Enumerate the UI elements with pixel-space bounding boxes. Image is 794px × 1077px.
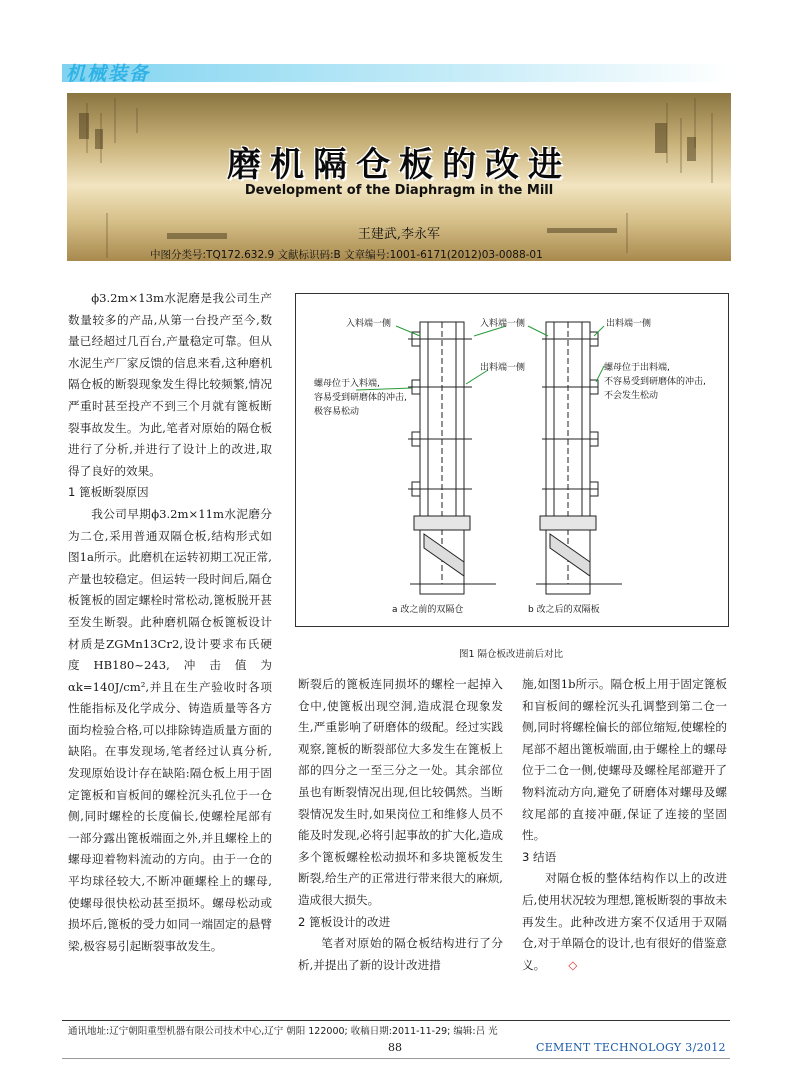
heading-section-2: 2 篦板设计的改进 — [298, 914, 391, 929]
subcaption-b: b 改之后的双隔板 — [528, 605, 600, 615]
conclusion-text: 对隔仓板的整体结构作以上的改进后,使用状况较为理想,篦板断裂的事故未再发生。此种改进方案不仅适用于双隔仓,对于单隔仓的设计,也有很好的借鉴意义。 — [522, 871, 727, 972]
label-a-outlet: 出料端一侧 — [480, 363, 526, 373]
heading-section-1: 1 篦板断裂原因 — [68, 485, 149, 500]
column-1 — [68, 288, 272, 957]
label-b-outlet: 出料端一侧 — [606, 319, 652, 329]
label-b-inlet: 入料端一侧 — [480, 319, 526, 329]
bottom-rule — [62, 1058, 730, 1059]
journal-name: CEMENT TECHNOLOGY 3/2012 — [536, 1041, 726, 1054]
diaphragm-drawing — [296, 294, 728, 626]
paragraph-fracture-impact: 断裂后的篦板连同损坏的螺栓一起掉入仓中,使篦板出现空洞,造成混仓现象发生,严重影响了研磨体的级配。经过实践观察,篦板的断裂部位大多发生在篦板上部的四分之一至三分之一处。其余部位虽也有断裂情况出现,但比较偶然。当断裂情况发生时,如果岗位工和维修人员不能及时发现,必将引起事故的扩大化,造成多个篦板螺栓松动损坏和多块篦板发生断裂,给生产的正常进行带来很大的麻烦,造成很大损失。 — [298, 677, 503, 907]
footer-address: 通讯地址:辽宁朝阳重型机器有限公司技术中心,辽宁 朝阳 122000; 收稿日期:2011-11-29; 编辑:吕 光 — [68, 1026, 498, 1037]
classification-line: 中图分类号:TQ172.632.9 文献标识码:B 文章编号:1001-6171(2012)03-0088-01 — [150, 249, 543, 261]
paragraph-intro: ϕ3.2m×13m水泥磨是我公司生产数量较多的产品,从第一台投产至今,数量已经超过几百台,产量稳定可靠。但从水泥生产厂家反馈的信息来看,这种磨机隔仓板的断裂现象发生得比较频繁,情况严重时甚至投产不到三个月就有篦板断裂事故发生。为此,笔者对原始的隔仓板进行了分析,并进行了设计上的改进,取得了良好的效果。 — [68, 291, 272, 478]
section-bar — [62, 64, 730, 82]
label-a-note-3: 极容易松动 — [314, 407, 360, 417]
subcaption-a: a 改之前的双隔仓 — [392, 605, 464, 615]
label-a-note-2: 容易受到研磨体的冲击, — [314, 393, 407, 403]
section-label: 机械装备 — [66, 63, 151, 85]
footer-rule — [62, 1020, 730, 1021]
heading-section-3: 3 结语 — [522, 849, 557, 864]
paragraph-improvement: 笔者对原始的隔仓板结构进行了分析,并提出了新的设计改进措 — [298, 936, 503, 972]
column-2 — [298, 674, 503, 976]
figure-1 — [295, 293, 729, 627]
bolts-a — [408, 332, 472, 496]
article-title: 磨机隔仓板的改进 — [227, 145, 571, 185]
column-3 — [522, 674, 727, 976]
label-b-note-3: 不会发生松动 — [604, 391, 659, 401]
article-subtitle: Development of the Diaphragm in the Mill — [244, 183, 554, 198]
authors: 王建武,李永军 — [357, 227, 441, 242]
leader-lines — [356, 326, 604, 390]
label-a-inlet: 入料端一侧 — [346, 319, 392, 329]
paragraph-conclusion — [522, 868, 727, 976]
page-number: 88 — [388, 1041, 402, 1054]
figure-caption: 图1 隔仓板改进前后对比 — [458, 649, 564, 660]
label-b-note-1: 螺母位于出料端, — [604, 363, 670, 373]
paragraph-cause: 我公司早期ϕ3.2m×11m水泥磨分为二仓,采用普通双隔仓板,结构形式如图1a所示。此磨机在运转初期工况正常,产量也较稳定。但运转一段时间后,隔仓板篦板的固定螺栓时常松动,篦板脱开甚至发生断裂。此种磨机隔仓板篦板设计材质是ZGMn13Cr2,设计要求布氏硬度HB180~243,冲击值为αk=140J/cm²,并且在生产验收时各项性能指标及化学成分、铸造质量等各方面均检验合格,可以排除铸造质量方面的缺陷。在事发现场,笔者经过认真分析,发现原始设计存在缺陷:隔仓板上用于固定篦板和盲板间的螺栓沉头孔位于一仓侧,同时螺栓的长度偏长,使螺栓尾部有一部分露出篦板端面之外,并且螺栓上的螺母迎着物料流动的方向。由于一仓的平均球径较大,不断冲砸螺栓上的螺母,使螺母很快松动甚至损坏。螺母松动或损坏后,篦板的受力如同一端固定的悬臂梁,极容易引起断裂事故发生。 — [68, 506, 272, 953]
paragraph-improvement-cont: 施,如图1b所示。隔仓板上用于固定篦板和盲板间的螺栓沉头孔调整到第二仓一侧,同时将螺栓偏长的部位缩短,使螺栓的尾部不超出篦板端面,由于螺栓上的螺母位于二仓一侧,使螺母及螺栓尾部避开了物料流动方向,避免了研磨体对螺母及螺纹尾部的直接冲砸,保证了连接的坚固性。 — [522, 677, 727, 843]
label-a-note-1: 螺母位于入料端, — [314, 379, 380, 389]
title-banner — [67, 93, 731, 261]
end-mark-icon: ◇ — [568, 957, 578, 972]
label-b-note-2: 不容易受到研磨体的冲击, — [604, 377, 706, 387]
